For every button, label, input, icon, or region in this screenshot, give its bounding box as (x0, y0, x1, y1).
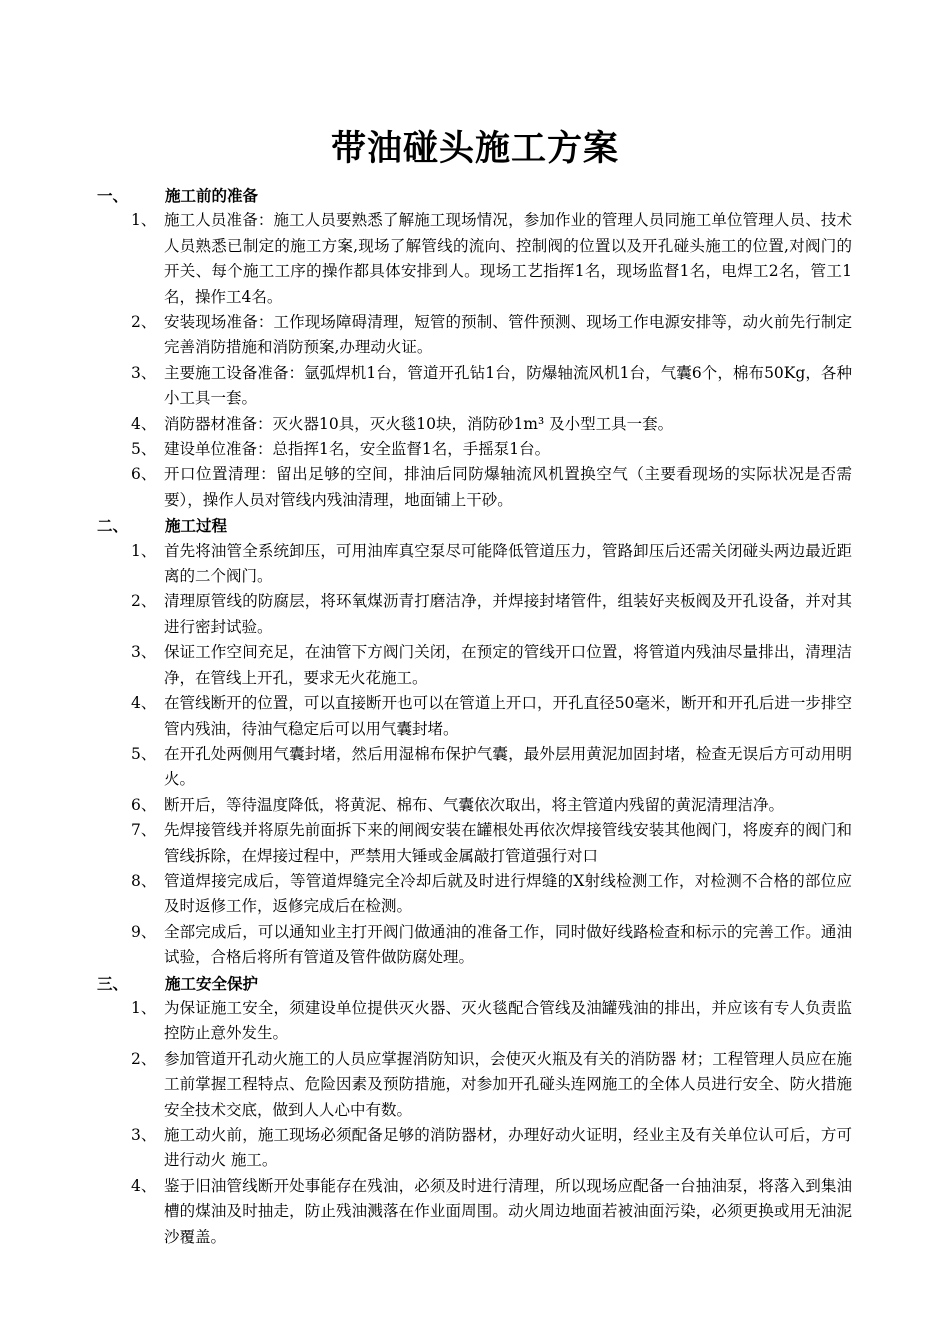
item-number: 4、 (131, 694, 157, 713)
item-text: 施工动火前，施工现场必须配备足够的消防器材，办理好动火证明，经业主及有关单位认可后，方可进行动火 施工。 (164, 1125, 852, 1170)
item-text: 开口位置清理：留出足够的空间，排油后同防爆轴流风机置换空气（主要看现场的实际状况是否需要），操作人员对管线内残油清理，地面铺上干砂。 (164, 465, 852, 509)
list-item (0, 818, 950, 869)
item-number: 1、 (131, 211, 157, 230)
section-title: 施工过程 (165, 516, 228, 536)
section-title: 施工安全保护 (165, 973, 259, 993)
list-item (0, 361, 950, 412)
section-number: 一、 (97, 186, 129, 205)
item-text: 清理原管线的防腐层，将环氧煤沥青打磨洁净，并焊接封堵管件，组装好夹板阀及开孔设备，并对其进行密封试验。 (164, 592, 852, 636)
item-text: 在开孔处两侧用气囊封堵，然后用湿棉布保护气囊，最外层用黄泥加固封堵，检查无误后方可动用明火。 (164, 744, 852, 789)
list-item (0, 742, 950, 793)
section-heading (0, 971, 950, 996)
item-number: 9、 (131, 922, 157, 941)
item-number: 3、 (131, 643, 157, 662)
list-item (0, 996, 950, 1047)
document-title: 带油碰头施工方案 (330, 128, 619, 169)
item-text: 施工人员准备：施工人员要熟悉了解施工现场情况，参加作业的管理人员同施工单位管理人员、技术人员熟悉已制定的施工方案,现场了解管线的流向、控制阀的位置以及开孔碰头施工的位置,对阀门的开关、每个施工工序的操作都具体安排到人。现场工艺指挥1名，现场监督1名，电焊工2名，管工1名，操作工4名。 (164, 211, 852, 306)
item-number: 3、 (131, 1125, 157, 1144)
list-item (0, 691, 950, 742)
list-item (0, 310, 950, 361)
item-text: 鉴于旧油管线断开处事能存在残油，必须及时进行清理，所以现场应配备一台抽油泵，将落入到集油槽的煤油及时抽走，防止残油溅落在作业面周围。动火周边地面若被油面污染，必须更换或用无油泥沙覆盖。 (164, 1176, 852, 1246)
item-text: 首先将油管全系统卸压，可用油库真空泵尽可能降低管道压力，管路卸压后还需关闭碰头两边最近距离的二个阀门。 (164, 541, 852, 586)
item-text: 安装现场准备：工作现场障碍清理，短管的预制、管件预测、现场工作电源安排等，动火前先行制定完善消防措施和消防预案,办理动火证。 (164, 313, 852, 357)
section-heading (0, 513, 950, 538)
list-item (0, 1174, 950, 1250)
list-item (0, 1047, 950, 1123)
list-item (0, 539, 950, 590)
list-item (0, 589, 950, 640)
item-number: 2、 (131, 1049, 157, 1068)
item-number: 6、 (131, 795, 157, 814)
list-item (0, 412, 950, 437)
item-number: 7、 (131, 821, 157, 840)
list-item (0, 793, 950, 818)
item-number: 4、 (131, 1176, 157, 1195)
item-number: 5、 (131, 440, 157, 459)
list-item (0, 640, 950, 691)
item-text: 参加管道开孔动火施工的人员应掌握消防知识，会使灭火瓶及有关的消防器 材；工程管理人员应在施工前掌握工程特点、危险因素及预防措施，对参加开孔碰头连网施工的全体人员进行安全、防火措施安全技术交底，做到人人心中有数。 (164, 1049, 852, 1119)
list-item (0, 920, 950, 971)
item-text: 先焊接管线并将原先前面拆下来的闸阀安装在罐根处再依次焊接管线安装其他阀门，将废弃的阀门和管线拆除，在焊接过程中，严禁用大锤或金属敲打管道强行对口 (164, 821, 852, 865)
item-number: 1、 (131, 998, 157, 1017)
list-item (0, 1123, 950, 1174)
item-number: 2、 (131, 592, 157, 611)
item-text: 在管线断开的位置，可以直接断开也可以在管道上开口，开孔直径50毫米，断开和开孔后进一步排空管内残油，待油气稳定后可以用气囊封堵。 (164, 694, 852, 738)
section-heading (0, 183, 950, 208)
item-text: 建设单位准备：总指挥1名，安全监督1名，手摇泵1台。 (164, 440, 551, 459)
item-number: 6、 (131, 465, 157, 484)
item-number: 5、 (131, 744, 157, 763)
item-number: 8、 (131, 871, 157, 890)
list-item (0, 208, 950, 310)
item-text: 管道焊接完成后，等管道焊缝完全冷却后就及时进行焊缝的X射线检测工作，对检测不合格的部位应 及时返修工作，返修完成后在检测。 (164, 871, 852, 916)
list-item (0, 462, 950, 513)
item-number: 2、 (131, 313, 157, 332)
item-number: 1、 (131, 541, 157, 560)
document-body (0, 183, 950, 1250)
section-title: 施工前的准备 (165, 186, 259, 205)
section-number: 二、 (97, 516, 129, 536)
item-text: 保证工作空间充足，在油管下方阀门关闭，在预定的管线开口位置，将管道内残油尽量排出，清理洁净，在管线上开孔，要求无火花施工。 (164, 643, 852, 687)
item-text: 断开后，等待温度降低，将黄泥、棉布、气囊依次取出，将主管道内残留的黄泥清理洁净。 (164, 795, 785, 814)
item-number: 4、 (131, 414, 157, 433)
section-number: 三、 (97, 973, 129, 993)
item-text: 全部完成后，可以通知业主打开阀门做通油的准备工作，同时做好线路检查和标示的完善工作。通油试验，合格后将所有管道及管件做防腐处理。 (164, 922, 852, 967)
item-text: 消防器材准备：灭火器10具，灭火毯10块，消防砂1m³ 及小型工具一套。 (164, 414, 674, 433)
item-text: 为保证施工安全，须建设单位提供灭火器、灭火毯配合管线及油罐残油的排出，并应该有专人负责监控防止意外发生。 (164, 998, 852, 1043)
item-number: 3、 (131, 363, 157, 382)
list-item (0, 869, 950, 920)
list-item (0, 437, 950, 462)
item-text: 主要施工设备准备：氩弧焊机1台，管道开孔钻1台，防爆轴流风机1台，气囊6个，棉布50Kg，各种小工具一套。 (164, 363, 852, 408)
